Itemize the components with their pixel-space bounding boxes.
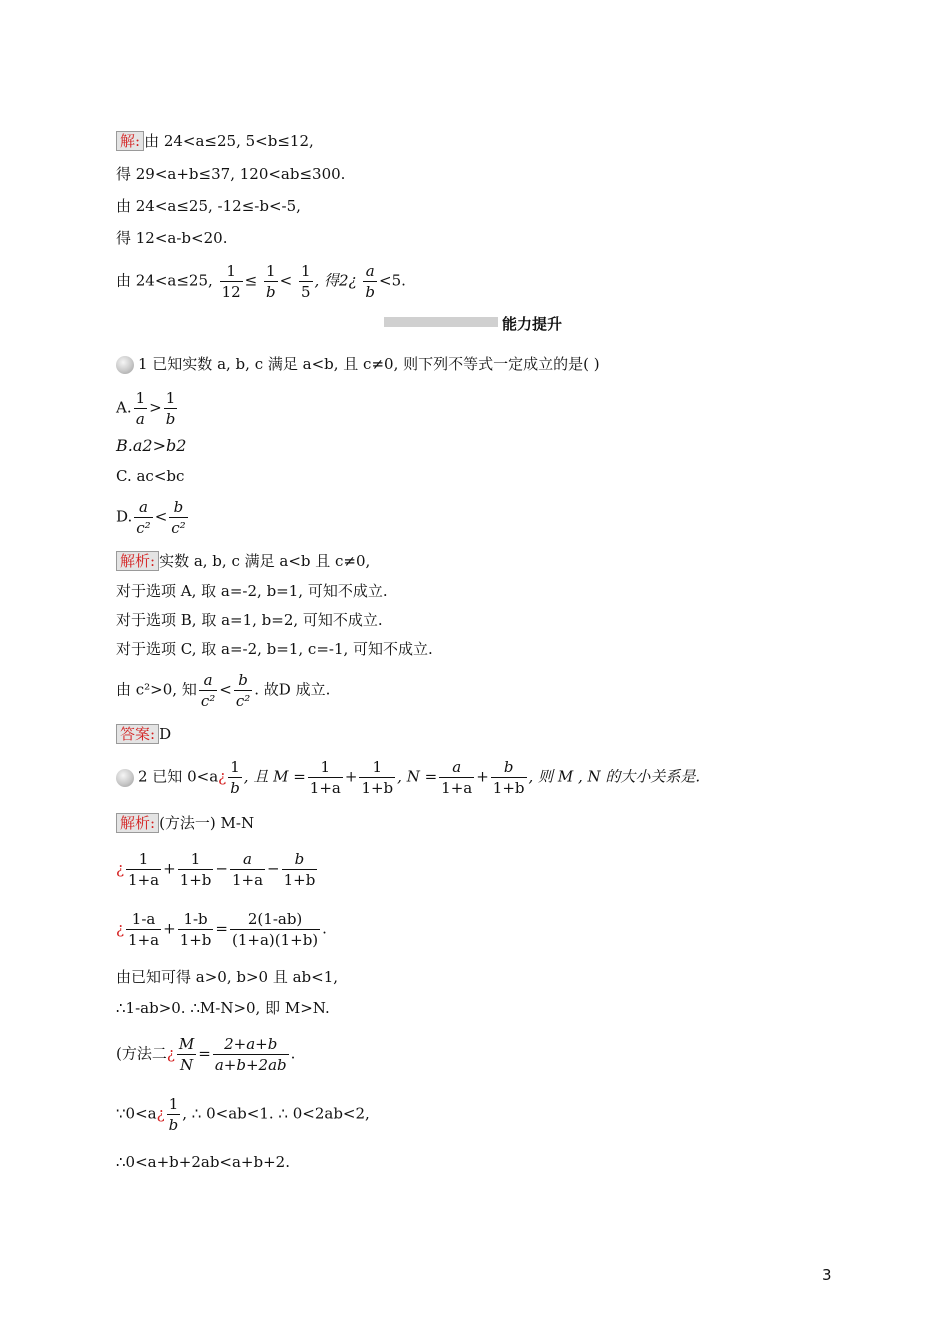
q2-solution-head: 解析: (方法一) M-N [116, 813, 254, 833]
q2-line-6: ∵0<a¿ $\frac{1}{b}$ , ∴ 0<ab<1. ∴ 0<2ab<2, [116, 1095, 370, 1134]
question-1-stem: 1 已知实数 a, b, c 满足 a<b, 且 c≠0, 则下列不等式一定成立的是( ) [116, 354, 600, 374]
fraction: $\frac{1}{1+b}$ [361, 758, 394, 797]
q1-solution-line-2: 对于选项 A, 取 a=-2, b=1, 可知不成立. [116, 582, 388, 600]
fraction: $\frac{1}{b}$ [168, 1095, 179, 1134]
analysis-label: 解析: [116, 551, 159, 571]
q2-line-4: ∴1-ab>0. ∴M-N>0, 即 M>N. [116, 999, 330, 1017]
page-number: 3 [822, 1266, 832, 1284]
fraction: $\frac{1}{b}$ [266, 262, 276, 301]
fraction: $\frac{a}{\text{c²}}$ [136, 498, 151, 537]
fraction: $\frac{a}{1+a}$ [441, 758, 473, 797]
fraction: $\frac{2+a+b}{a+b+2ab}$ [214, 1035, 287, 1074]
q2-method1-line-1: ¿ $\frac{1}{1+a}$ + $\frac{1}{1+b}$ − $\frac{a}{1+a}$ − $\frac{b}{1+b}$ [116, 850, 316, 889]
q1-solution-line-1: 解析: 实数 a, b, c 满足 a<b 且 c≠0, [116, 551, 370, 571]
intro-line-5: 由 24<a≤25, $\frac{1}{12}$ ≤ $\frac{1}{b}$ < $\frac{1}{5}$ , 得2¿ $\frac{a}{b}$ <5. [116, 262, 406, 301]
q1-answer: 答案: D [116, 724, 171, 744]
question-2-stem: 2 已知 0<a¿ $\frac{1}{b}$ , 且 M = $\frac{1}{1+a}$ + $\frac{1}{1+b}$ , N = $\frac{a}{1+a}$ + $\frac{b}{1+b}$ , 则 M , N 的大小关系是. [116, 757, 700, 798]
fraction: $\frac{1}{1+b}$ [179, 850, 212, 889]
fraction: $\frac{b}{\text{c²}}$ [171, 498, 186, 537]
intro-line-2: 得 29<a+b≤37, 120<ab≤300. [116, 165, 346, 183]
fraction: $\frac{1}{b}$ [230, 758, 240, 797]
fraction: $\frac{b}{1+b}$ [283, 850, 316, 889]
analysis-label: 解析: [116, 813, 159, 833]
q2-method2-line: (方法二¿ $\frac{M}{N}$ = $\frac{2+a+b}{a+b+2ab}$ . [116, 1035, 296, 1074]
section-title: 能力提升 [502, 315, 563, 333]
option-c: C. ac<bc [116, 467, 185, 485]
q1-solution-line-4: 对于选项 C, 取 a=-2, b=1, c=-1, 可知不成立. [116, 640, 433, 658]
fraction: $\frac{1}{a}$ [135, 389, 146, 428]
fraction: $\frac{b}{1+b}$ [492, 758, 525, 797]
fraction: $\frac{b}{\text{c²}}$ [235, 671, 251, 710]
fraction: $\frac{1}{1+a}$ [309, 758, 341, 797]
section-divider-bar [384, 317, 498, 327]
solution-label: 解: [116, 131, 144, 151]
fraction: $\frac{1}{1+a}$ [128, 850, 160, 889]
option-d: D. $\frac{a}{\text{c²}}$ < $\frac{b}{\text{c²}}$ [116, 498, 186, 537]
answer-label: 答案: [116, 724, 159, 744]
fraction: $\frac{1}{5}$ [300, 262, 311, 301]
q1-solution-line-3: 对于选项 B, 取 a=1, b=2, 可知不成立. [116, 611, 383, 629]
fraction: $\frac{M}{N}$ [178, 1035, 195, 1074]
q1-solution-line-5: 由 c²>0, 知 $\frac{a}{\text{c²}}$ < $\frac{b}{\text{c²}}$ . 故D 成立. [116, 671, 331, 710]
fraction: $\frac{a}{\text{c²}}$ [200, 671, 216, 710]
fraction: $\frac{1}{b}$ [165, 389, 176, 428]
fraction: $\frac{a}{b}$ [365, 262, 376, 301]
intro-line-1: 解: 由 24<a≤25, 5<b≤12, [116, 131, 314, 151]
question-bullet-icon [116, 769, 134, 787]
q2-method1-line-2: ¿ $\frac{1-a}{1+a}$ + $\frac{1-b}{1+b}$ = $\frac{2(1-ab)}{(1+a)(1+b)}$ . [116, 910, 327, 949]
fraction: $\frac{1-b}{1+b}$ [179, 910, 212, 949]
intro-line-4: 得 12<a-b<20. [116, 229, 228, 247]
fraction: $\frac{a}{1+a}$ [231, 850, 264, 889]
intro-line-3: 由 24<a≤25, -12≤-b<-5, [116, 197, 301, 215]
fraction: $\frac{2(1-ab)}{(1+a)(1+b)}$ [231, 910, 319, 949]
option-b: B.a2>b2 [116, 436, 187, 455]
option-a: A. $\frac{1}{a}$ > $\frac{1}{b}$ [116, 389, 176, 428]
q2-line-7: ∴0<a+b+2ab<a+b+2. [116, 1153, 290, 1171]
q2-line-3: 由已知可得 a>0, b>0 且 ab<1, [116, 968, 339, 986]
question-bullet-icon [116, 356, 134, 374]
fraction: $\frac{1-a}{1+a}$ [128, 910, 160, 949]
fraction: $\frac{1}{12}$ [221, 262, 241, 301]
